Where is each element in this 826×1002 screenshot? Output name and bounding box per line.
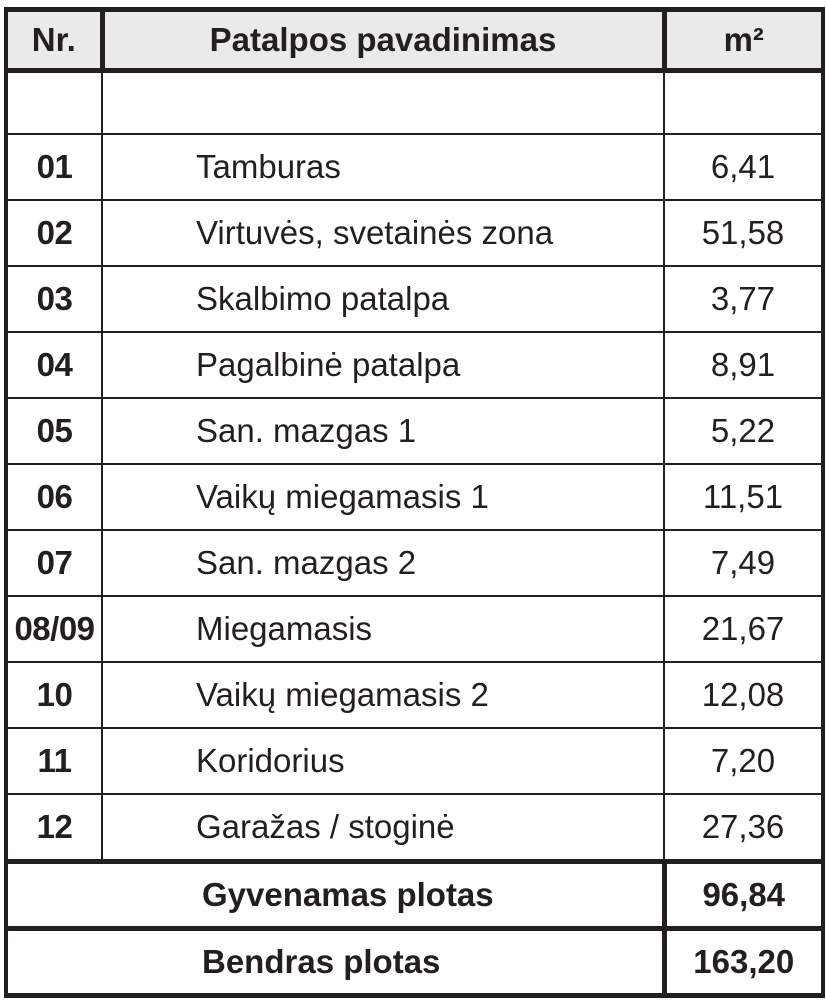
room-area: 7,49 [664, 530, 823, 596]
room-number: 04 [6, 332, 102, 398]
table-row [6, 266, 823, 332]
table-row [6, 596, 823, 662]
living-area-value: 96,84 [664, 862, 823, 929]
blank-cell [6, 71, 102, 135]
blank-cell [664, 71, 823, 135]
header-room-name: Patalpos pavadinimas [102, 10, 664, 71]
blank-row [6, 71, 823, 135]
total-area-row [6, 929, 823, 996]
living-area-row [6, 862, 823, 929]
room-name: Skalbimo patalpa [102, 266, 664, 332]
room-name: Miegamasis [102, 596, 664, 662]
blank-cell [102, 71, 664, 135]
room-area: 11,51 [664, 464, 823, 530]
living-area-label: Gyvenamas plotas [6, 862, 664, 929]
room-number: 01 [6, 134, 102, 200]
room-name: Garažas / stoginė [102, 794, 664, 862]
room-name: Pagalbinė patalpa [102, 332, 664, 398]
room-area: 5,22 [664, 398, 823, 464]
header-row [6, 10, 823, 71]
room-number: 11 [6, 728, 102, 794]
room-name: San. mazgas 2 [102, 530, 664, 596]
room-name: Koridorius [102, 728, 664, 794]
room-number: 02 [6, 200, 102, 266]
room-number: 06 [6, 464, 102, 530]
room-number: 10 [6, 662, 102, 728]
room-name: Vaikų miegamasis 2 [102, 662, 664, 728]
header-area: m² [664, 10, 823, 71]
room-name: Virtuvės, svetainės zona [102, 200, 664, 266]
table-header [6, 10, 823, 71]
room-area: 51,58 [664, 200, 823, 266]
room-area: 12,08 [664, 662, 823, 728]
room-number: 07 [6, 530, 102, 596]
table-row [6, 398, 823, 464]
room-area: 6,41 [664, 134, 823, 200]
room-name: Tamburas [102, 134, 664, 200]
room-area: 21,67 [664, 596, 823, 662]
room-area: 8,91 [664, 332, 823, 398]
table-row [6, 200, 823, 266]
room-number: 12 [6, 794, 102, 862]
table-row [6, 728, 823, 794]
room-name: Vaikų miegamasis 1 [102, 464, 664, 530]
room-number: 08/09 [6, 596, 102, 662]
room-number: 05 [6, 398, 102, 464]
header-nr: Nr. [6, 10, 102, 71]
room-name: San. mazgas 1 [102, 398, 664, 464]
room-area-table [4, 7, 825, 998]
total-area-label: Bendras plotas [6, 929, 664, 996]
table-totals [6, 862, 823, 996]
room-area: 3,77 [664, 266, 823, 332]
room-area: 27,36 [664, 794, 823, 862]
table-row [6, 464, 823, 530]
table-row [6, 530, 823, 596]
table-row [6, 332, 823, 398]
room-number: 03 [6, 266, 102, 332]
table-body [6, 71, 823, 862]
table-row [6, 134, 823, 200]
table-row [6, 794, 823, 862]
room-area: 7,20 [664, 728, 823, 794]
table-row [6, 662, 823, 728]
total-area-value: 163,20 [664, 929, 823, 996]
